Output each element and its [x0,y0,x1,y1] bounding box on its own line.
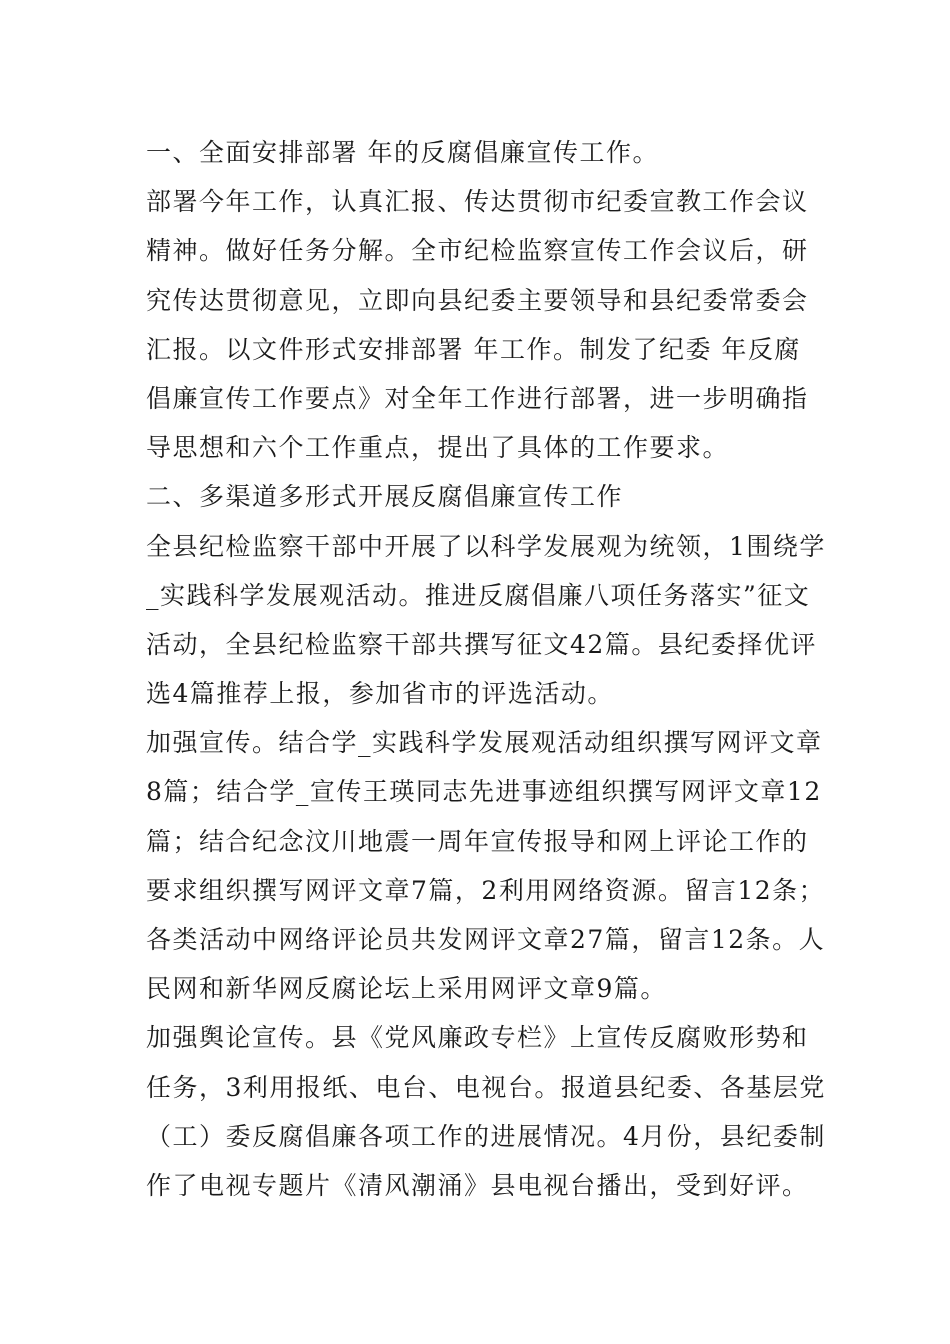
text-line: 各类活动中网络评论员共发网评文章27篇，留言12条。人 [146,925,826,954]
text-line: （工）委反腐倡廉各项工作的进展情况。4月份，县纪委制 [146,1121,826,1151]
document-body [146,128,826,1210]
text-line: 活动，全县纪检监察干部共撰写征文42篇。县纪委择优评 [146,629,817,659]
text-line: 倡廉宣传工作要点》对全年工作进行部署，进一步明确指 [146,383,809,413]
text-line: 导思想和六个工作重点，提出了具体的工作要求。 [146,433,730,463]
text-line: 汇报。以文件形式安排部署 年工作。制发了纪委 年反腐 [146,334,801,364]
text-line: 全县纪检监察干部中开展了以科学发展观为统领，1围绕学 [146,531,826,561]
text-line: 任务，3利用报纸、电台、电视台。报道县纪委、各基层党 [146,1072,826,1102]
heading-section-1: 一、全面安排部署 年的反腐倡廉宣传工作。 [146,138,659,167]
text-line: 部署今年工作，认真汇报、传达贯彻市纪委宣教工作会议 [146,187,809,217]
text-line: 精神。做好任务分解。全市纪检监察宣传工作会议后，研 [146,236,809,266]
text-line: 民网和新华网反腐论坛上采用网评文章9篇。 [146,974,667,1004]
text-line: 篇；结合纪念汶川地震一周年宣传报导和网上评论工作的 [146,826,809,856]
text-line: 选4篇推荐上报，参加省市的评选活动。 [146,679,614,709]
text-line: 加强宣传。结合学_实践科学发展观活动组织撰写网评文章 [146,728,823,758]
heading-section-2: 二、多渠道多形式开展反腐倡廉宣传工作 [146,482,624,512]
text-line: 究传达贯彻意见，立即向县纪委主要领导和县纪委常委会 [146,285,809,315]
text-line: 8篇；结合学_宣传王瑛同志先进事迹组织撰写网评文章12 [146,777,822,807]
text-line: 作了电视专题片《清风潮涌》县电视台播出，受到好评。 [146,1170,809,1200]
text-line: 要求组织撰写网评文章7篇，2利用网络资源。留言12条； [146,875,826,905]
text-line: _实践科学发展观活动。推进反腐倡廉八项任务落实”征文 [146,580,811,610]
text-line: 加强舆论宣传。县《党风廉政专栏》上宣传反腐败形势和 [146,1023,809,1053]
